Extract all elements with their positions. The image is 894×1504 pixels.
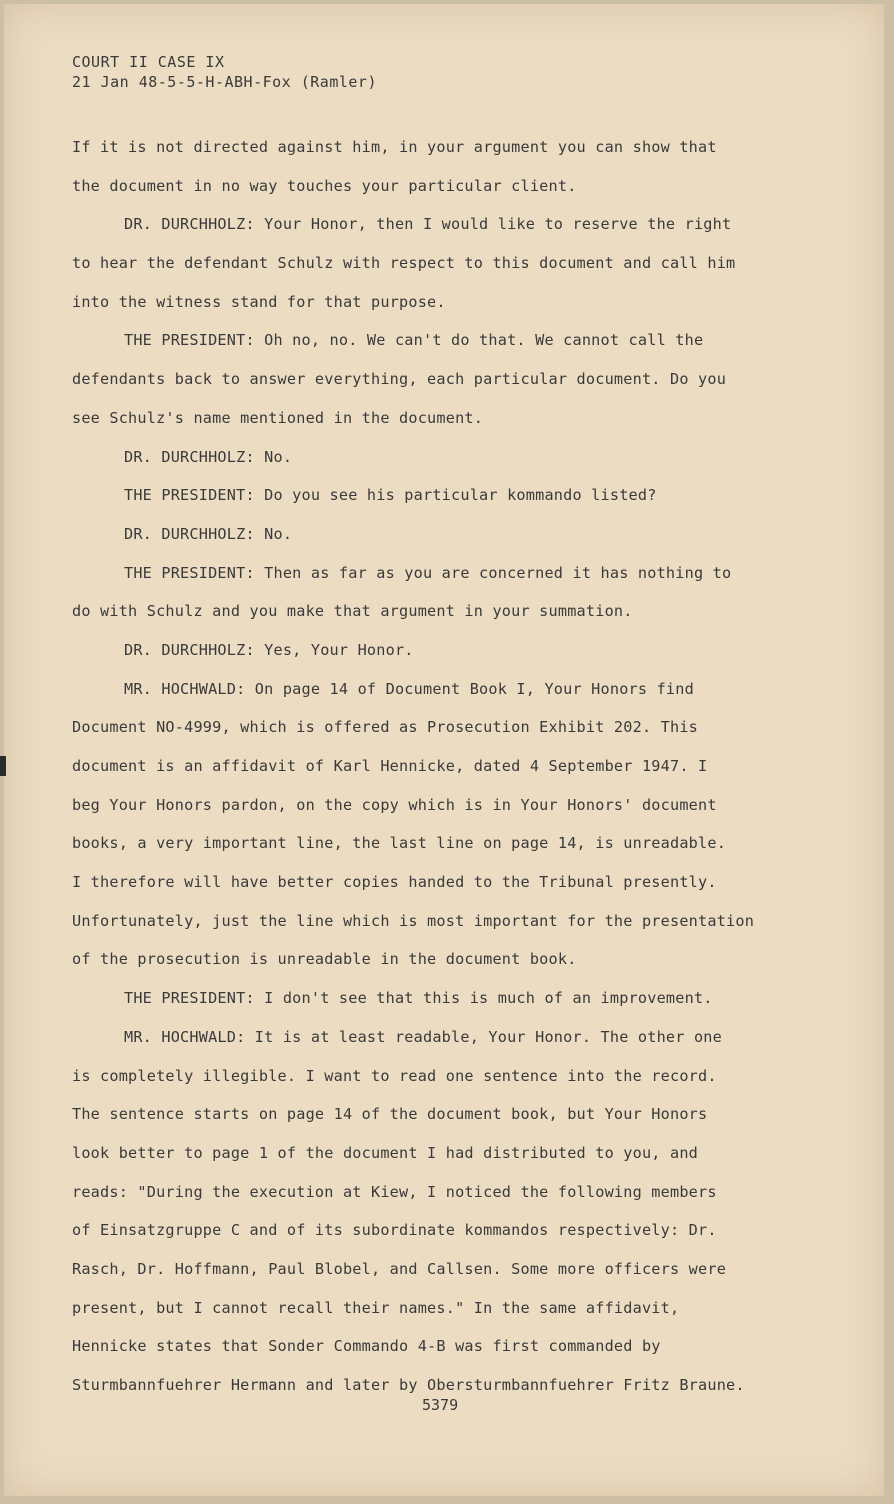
- transcript-line: Rasch, Dr. Hoffmann, Paul Blobel, and Callsen. Some more officers were: [72, 1259, 727, 1278]
- transcript-line: If it is not directed against him, in your argument you can show that: [72, 138, 717, 156]
- transcript-line: to hear the defendant Schulz with respect to this document and call him: [72, 254, 736, 273]
- transcript-line: present, but I cannot recall their names." In the same affidavit,: [72, 1298, 680, 1317]
- transcript-line: MR. HOCHWALD: It is at least readable, Your Honor. The other one: [124, 1027, 722, 1046]
- transcript-line: do with Schulz and you make that argument in your summation.: [72, 602, 633, 621]
- transcript-line: defendants back to answer everything, each particular document. Do you: [72, 370, 727, 389]
- transcript-line: into the witness stand for that purpose.: [72, 292, 446, 311]
- transcript-line: the document in no way touches your particular client.: [72, 176, 577, 195]
- binding-mark: [0, 756, 6, 776]
- transcript-line: MR. HOCHWALD: On page 14 of Document Book I, Your Honors find: [124, 679, 694, 698]
- transcript-line: books, a very important line, the last line on page 14, is unreadable.: [72, 834, 727, 853]
- header-court-case: COURT II CASE IX: [72, 53, 225, 71]
- document-header: [72, 52, 377, 92]
- transcript-line: look better to page 1 of the document I had distributed to you, and: [72, 1143, 699, 1162]
- transcript-line: DR. DURCHHOLZ: Your Honor, then I would like to reserve the right: [124, 215, 732, 234]
- transcript-line: document is an affidavit of Karl Hennicke, dated 4 September 1947. I: [72, 757, 708, 775]
- transcript-line: DR. DURCHHOLZ: No.: [124, 447, 293, 466]
- transcript-line: THE PRESIDENT: Oh no, no. We can't do that. We cannot call the: [124, 331, 704, 350]
- transcript-line: DR. DURCHHOLZ: Yes, Your Honor.: [124, 640, 414, 659]
- transcript-line: DR. DURCHHOLZ: No.: [124, 524, 293, 543]
- transcript-line: Sturmbannfuehrer Hermann and later by Obersturmbannfuehrer Fritz Braune.: [72, 1376, 745, 1394]
- transcript-line: reads: "During the execution at Kiew, I noticed the following members: [72, 1182, 717, 1201]
- transcript-line: beg Your Honors pardon, on the copy which is in Your Honors' document: [72, 795, 717, 814]
- transcript-line: THE PRESIDENT: I don't see that this is much of an improvement.: [124, 989, 713, 1008]
- transcript-body: [72, 128, 792, 1405]
- document-page: [4, 4, 884, 1496]
- transcript-line: I therefore will have better copies handed to the Tribunal presently.: [72, 873, 717, 892]
- transcript-line: see Schulz's name mentioned in the document.: [72, 408, 484, 427]
- transcript-line: of Einsatzgruppe C and of its subordinate kommandos respectively: Dr.: [72, 1221, 717, 1240]
- transcript-line: Hennicke states that Sonder Commando 4-B was first commanded by: [72, 1337, 661, 1356]
- transcript-line: Unfortunately, just the line which is most important for the presentation: [72, 911, 755, 930]
- header-date-reference: 21 Jan 48-5-5-H-ABH-Fox (Ramler): [72, 73, 377, 91]
- transcript-line: THE PRESIDENT: Then as far as you are concerned it has nothing to: [124, 563, 732, 582]
- transcript-line: The sentence starts on page 14 of the document book, but Your Honors: [72, 1105, 708, 1124]
- transcript-line: THE PRESIDENT: Do you see his particular kommando listed?: [124, 486, 657, 505]
- transcript-line: Document NO-4999, which is offered as Prosecution Exhibit 202. This: [72, 718, 699, 737]
- transcript-line: of the prosecution is unreadable in the document book.: [72, 950, 577, 969]
- transcript-line: is completely illegible. I want to read one sentence into the record.: [72, 1066, 717, 1085]
- page-number: 5379: [422, 1396, 459, 1414]
